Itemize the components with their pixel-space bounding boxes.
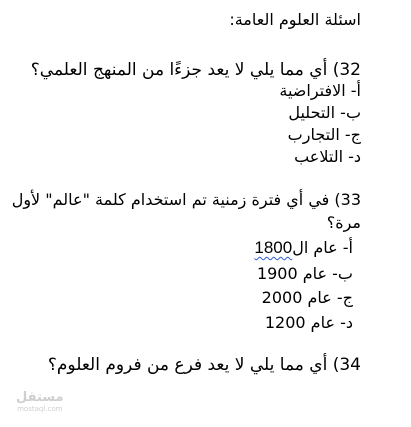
- question-33-line-2: مرة؟: [326, 213, 361, 232]
- question-32-option-a: أ- الافتراضية: [279, 81, 361, 100]
- question-32: 32) أي مما يلي لا يعد جزءًا من المنهج العلمي؟: [30, 60, 361, 80]
- question-32-option-b: ب- التحليل: [288, 103, 361, 122]
- question-34: 34) أي مما يلي لا يعد فرع من فروم العلوم؟: [47, 355, 361, 375]
- question-33-option-a: [254, 238, 353, 258]
- question-33-line-1: 33) في أي فترة زمنية تم استخدام كلمة "عالم" لأول: [11, 190, 361, 209]
- question-33-option-a-prefix: أ- عام ال: [292, 238, 353, 257]
- question-33-option-d: د- عام 1200: [264, 313, 353, 332]
- question-33-option-c: ج- عام 2000: [261, 288, 353, 307]
- mostaql-watermark: [16, 391, 64, 413]
- question-32-option-d: د- التلاعب: [294, 147, 361, 166]
- watermark-url: mostaql.com: [17, 405, 63, 413]
- question-33-option-b: ب- عام 1900: [256, 264, 353, 283]
- question-32-option-c: ج- التجارب: [287, 125, 361, 144]
- spellcheck-underlined-year: 1800: [254, 238, 293, 257]
- section-heading: اسئلة العلوم العامة:: [229, 10, 361, 29]
- watermark-logo-text: مستقل: [16, 390, 64, 405]
